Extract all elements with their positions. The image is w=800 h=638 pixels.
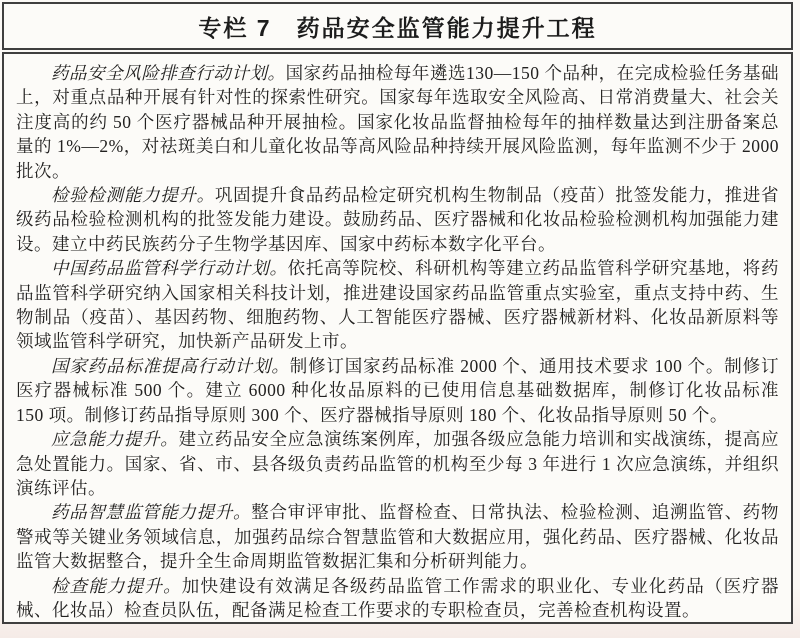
- paragraph-text: 国家药品抽检每年遴选130—150 个品种，在完成检验任务基础上，对重点品种开展有针对性的探索性研究。国家每年选取安全风险高、日常消费量大、社会关注度高的约 50 个医疗器械品种开展抽检。国家化妆品监督抽检每年的抽样数量达到注册备案总量的 1%—2%，对祛斑美白和儿童化妆品等高风险品种持续开展风险监测，每年监测不少于 2000 批次。: [16, 63, 780, 181]
- paragraph-lead: 应急能力提升。: [51, 429, 179, 450]
- paragraph: [16, 354, 779, 427]
- paragraph-lead: 药品安全风险排查行动计划。: [51, 63, 286, 83]
- panel-title: 专栏 7 药品安全监管能力提升工程: [198, 14, 597, 41]
- paragraph-text: 巩固提升食品药品检定研究机构生物制品（疫苗）批签发能力，推进省级药品检验检测机构的批签发能力建设。鼓励药品、医疗器械和化妆品检验检测机构加强能力建设。建立中药民族药分子生物学基因库、国家中药标本数字化平台。: [16, 185, 780, 254]
- paragraph-text: 依托高等院校、科研机构等建立药品监管科学研究基地，将药品监管科学研究纳入国家相关科技计划，推进建设国家药品监管重点实验室，重点支持中药、生物制品（疫苗）、基因药物、细胞药物、人工智能医疗器械、医疗器械新材料、化妆品新原料等领域监管科学研究，加快新产品研发上市。: [16, 258, 780, 352]
- paragraph-text: 制修订国家药品标准 2000 个、通用技术要求 100 个。制修订医疗器械标准 500 个。建立 6000 种化妆品原料的已使用信息基础数据库，制修订化妆品标准 150 项。制修订药品指导原则 300 个、医疗器械指导原则 180 个、化妆品指导原则 50 个。: [16, 355, 779, 425]
- paragraph-list: [16, 61, 779, 622]
- paragraph-text: 整合审评审批、监督检查、日常执法、检验检测、追溯监管、药物警戒等关键业务领域信息，加强药品综合智慧监管和大数据应用，强化药品、医疗器械、化妆品监管大数据整合，提升全生命周期监管数据汇集和分析研判能力。: [16, 502, 780, 572]
- paragraph-text: 建立药品安全应急演练案例库，加强各级应急能力培训和实战演练，提高应急处置能力。国家、省、市、县各级负责药品监管的机构至少每 3 年进行 1 次应急演练，并组织演练评估。: [16, 429, 779, 498]
- paragraph-lead: 药品智慧监管能力提升。: [51, 502, 252, 523]
- paragraph: [16, 500, 779, 573]
- paragraph: [16, 427, 779, 500]
- paragraph-lead: 检验检测能力提升。: [51, 185, 215, 206]
- paragraph: [16, 256, 779, 354]
- paragraph: [16, 183, 779, 256]
- paragraph-lead: 检查能力提升。: [51, 575, 182, 596]
- panel-title-box: [2, 2, 793, 50]
- paragraph-lead: 国家药品标准提高行动计划。: [51, 355, 290, 376]
- paragraph: [16, 574, 779, 623]
- panel-body-box: [2, 52, 793, 624]
- paragraph-lead: 中国药品监管科学行动计划。: [51, 258, 288, 279]
- paragraph: [16, 61, 779, 183]
- paragraph-text: 加快建设有效满足各级药品监管工作需求的职业化、专业化药品（医疗器械、化妆品）检查员队伍，配备满足检查工作要求的专职检查员，完善检查机构设置。: [16, 575, 780, 620]
